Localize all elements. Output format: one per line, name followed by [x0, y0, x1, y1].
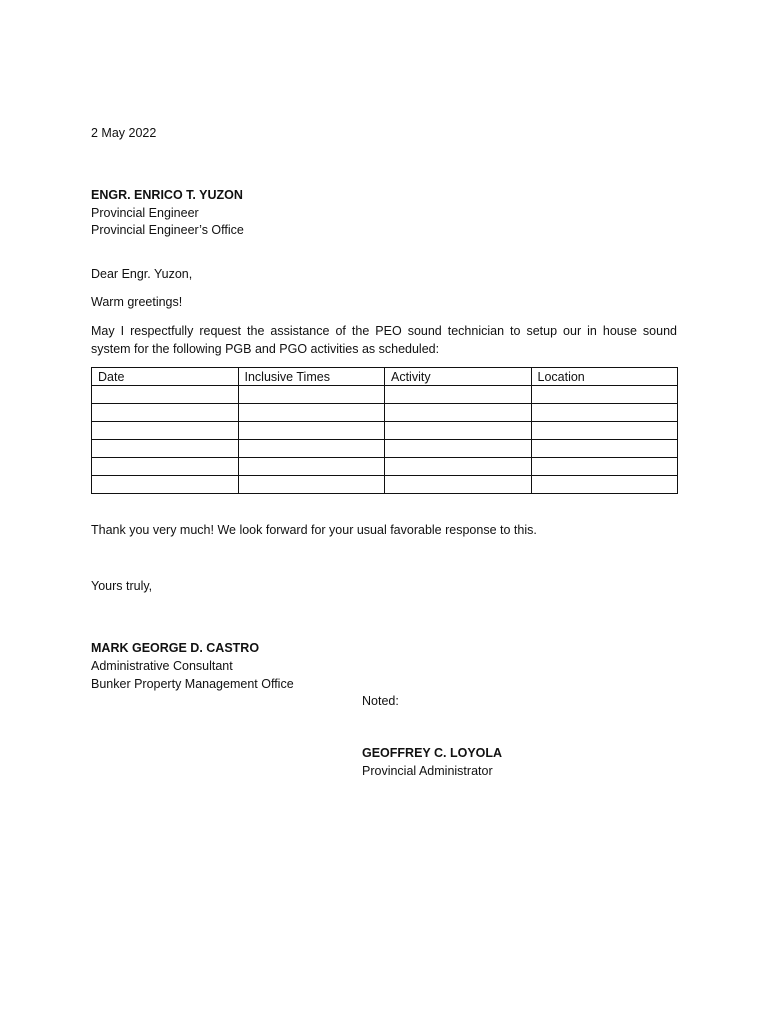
table-cell — [238, 422, 385, 440]
table-cell — [385, 422, 532, 440]
salutation: Dear Engr. Yuzon, — [91, 267, 193, 281]
table-cell — [531, 476, 678, 494]
table-cell — [92, 458, 239, 476]
table-cell — [531, 440, 678, 458]
letter-date: 2 May 2022 — [91, 126, 157, 140]
recipient-title: Provincial Engineer — [91, 206, 199, 220]
table-cell — [385, 386, 532, 404]
table-row — [92, 458, 678, 476]
table-row — [92, 386, 678, 404]
noted-title: Provincial Administrator — [362, 764, 493, 778]
table-cell — [385, 458, 532, 476]
sender-title: Administrative Consultant — [91, 659, 233, 673]
schedule-table — [91, 367, 678, 494]
closing: Yours truly, — [91, 579, 153, 593]
column-header-inclusive-times: Inclusive Times — [238, 368, 385, 386]
table-cell — [385, 476, 532, 494]
greeting: Warm greetings! — [91, 295, 183, 309]
table-cell — [238, 404, 385, 422]
table-row — [92, 476, 678, 494]
noted-name: GEOFFREY C. LOYOLA — [362, 746, 503, 760]
column-header-date: Date — [92, 368, 239, 386]
table-cell — [531, 422, 678, 440]
recipient-name: ENGR. ENRICO T. YUZON — [91, 188, 243, 202]
sender-name: MARK GEORGE D. CASTRO — [91, 641, 260, 655]
request-paragraph: May I respectfully request the assistance of the PEO sound technician to setup our in house sound system for the following PGB and PGO activities as scheduled: — [91, 324, 677, 356]
sender-office: Bunker Property Management Office — [91, 677, 294, 691]
table-cell — [385, 404, 532, 422]
table-cell — [238, 458, 385, 476]
table-cell — [238, 476, 385, 494]
table-header-row — [92, 368, 678, 386]
noted-label: Noted: — [362, 694, 399, 708]
thanks-line: Thank you very much! We look forward for your usual favorable response to this. — [91, 523, 537, 537]
table-cell — [92, 422, 239, 440]
column-header-activity: Activity — [385, 368, 532, 386]
table-cell — [92, 404, 239, 422]
table-cell — [92, 440, 239, 458]
table-row — [92, 440, 678, 458]
table-cell — [92, 386, 239, 404]
table-row — [92, 404, 678, 422]
table-cell — [531, 386, 678, 404]
table-cell — [238, 440, 385, 458]
table-cell — [385, 440, 532, 458]
table-row — [92, 422, 678, 440]
recipient-office: Provincial Engineer’s Office — [91, 223, 244, 237]
table-cell — [531, 458, 678, 476]
table-cell — [531, 404, 678, 422]
table-cell — [238, 386, 385, 404]
table-cell — [92, 476, 239, 494]
column-header-location: Location — [531, 368, 678, 386]
